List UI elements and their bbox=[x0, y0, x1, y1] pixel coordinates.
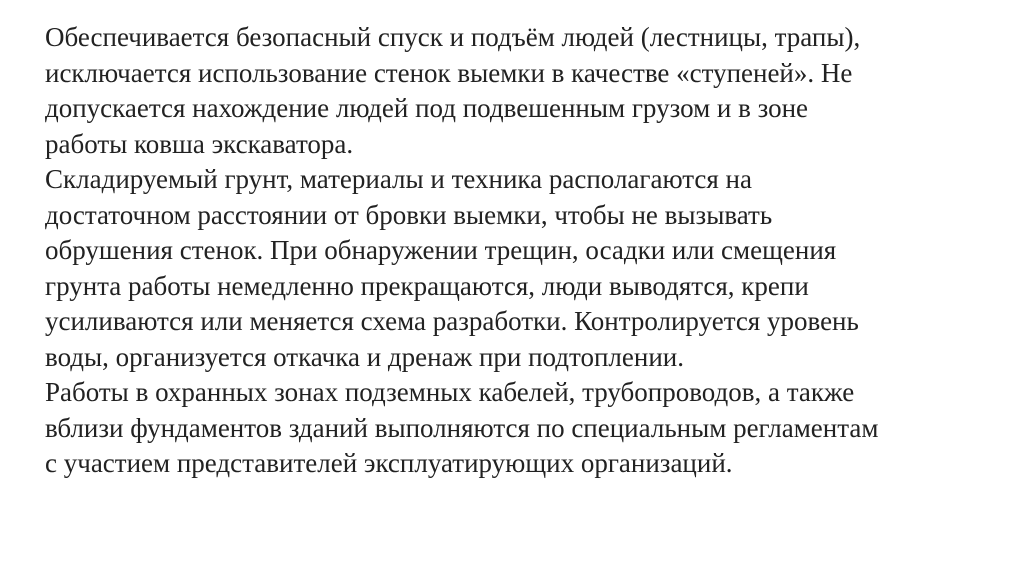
text-line: усиливаются или меняется схема разработки. Контролируется уровень bbox=[45, 306, 859, 336]
paragraph-safe-access bbox=[45, 20, 1005, 162]
text-line: грунта работы немедленно прекращаются, люди выводятся, крепи bbox=[45, 270, 809, 301]
text-line: достаточном расстоянии от бровки выемки, чтобы не вызывать bbox=[45, 199, 773, 230]
text-line: Складируемый грунт, материалы и техника располагаются на bbox=[45, 164, 752, 194]
text-line: с участием представителей эксплуатирующих организаций. bbox=[45, 448, 733, 478]
text-line: допускается нахождение людей под подвешенным грузом и в зоне bbox=[45, 93, 809, 123]
paragraph-soil-storage bbox=[45, 162, 1005, 375]
slide-text bbox=[45, 20, 1005, 482]
text-line: Работы в охранных зонах подземных кабелей, трубопроводов, а также bbox=[45, 377, 855, 407]
text-line: работы ковша экскаватора. bbox=[45, 128, 354, 159]
text-line: обрушения стенок. При обнаружении трещин, осадки или смещения bbox=[45, 235, 837, 265]
paragraph-protected-zones bbox=[45, 375, 1005, 482]
text-line: исключается использование стенок выемки в качестве «ступеней». Не bbox=[45, 57, 853, 88]
text-line: воды, организуется откачка и дренаж при подтоплении. bbox=[45, 341, 684, 372]
text-line: вблизи фундаментов зданий выполняются по специальным регламентам bbox=[45, 412, 879, 443]
text-line: Обеспечивается безопасный спуск и подъём людей (лестницы, трапы), bbox=[45, 22, 861, 52]
